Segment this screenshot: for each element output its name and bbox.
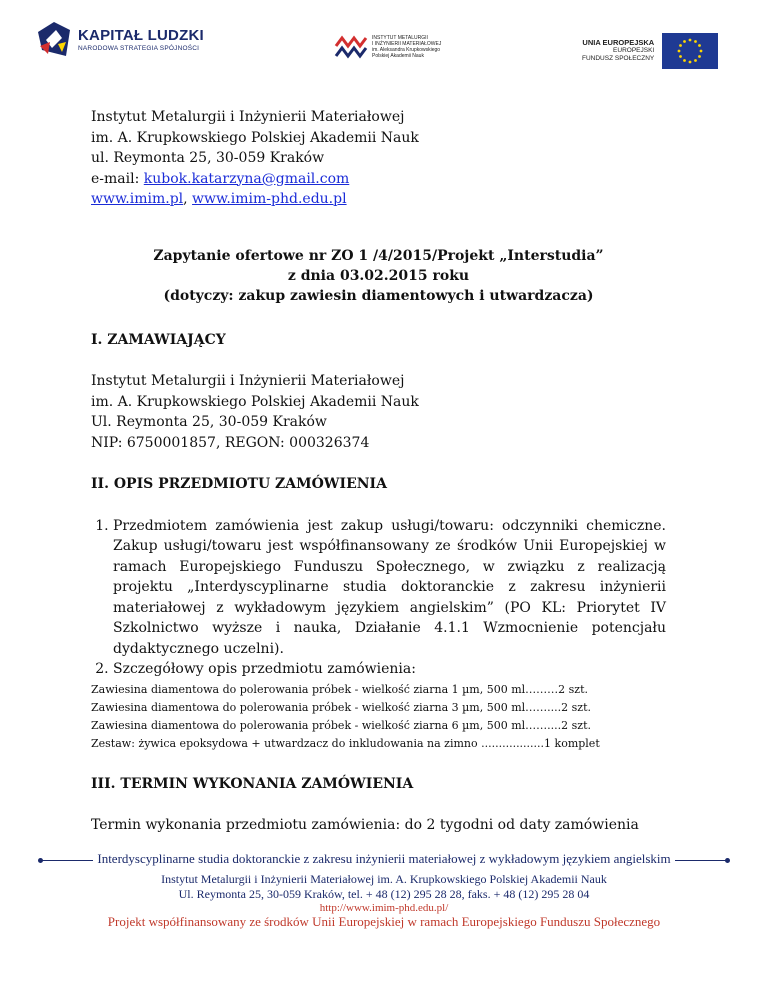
footer-dot <box>725 858 730 863</box>
www-line <box>91 189 666 210</box>
kapital-ludzki-logo <box>36 20 204 58</box>
document-body <box>91 107 666 836</box>
ordering-line-3: Ul. Reymonta 25, 30-059 Kraków <box>91 414 327 430</box>
eu-flag-icon <box>662 33 718 69</box>
ordering-line-4: NIP: 6750001857, REGON: 000326374 <box>91 434 370 451</box>
title-line-2: z dnia 03.02.2015 roku <box>287 267 470 284</box>
imim-line-1: INSTYTUT METALURGII <box>372 35 428 41</box>
footer-dot <box>38 858 43 863</box>
list-item: 2. Szczegółowy opis przedmiotu zamówienia: <box>113 659 666 680</box>
imim-line-2: I INŻYNIERII MATERIAŁOWEJ <box>372 41 442 47</box>
kapital-ludzki-emblem-icon <box>36 20 72 58</box>
list-item: 1. Przedmiotem zamówienia jest zakup usługi/towaru: odczynniki chemiczne. Zakup usługi/towaru jest współfinansowany ze środków Unii Europejskiej w ramach Europejskiego Funduszu Społecznego, w związku z realizacją projektu „Interdyscyplinarne studia doktoranckie z zakresu inżynierii materiałowej z wykładowym językiem angielskim” (PO KL: Priorytet IV Szkolnictwo wyższe i nauka, Działanie 4.1.1 Wzmocnienie potencjału dydaktycznego uczelni). <box>113 516 666 660</box>
imim-line-3: im. Aleksandra Krupkowskiego <box>372 47 441 53</box>
kl-title: KAPITAŁ LUDZKI <box>78 26 204 44</box>
imim-line-4: Polskiej Akademii Nauk <box>372 53 424 59</box>
section-3-heading: III. TERMIN WYKONANIA ZAMÓWIENIA <box>91 775 414 792</box>
ordering-line-2: im. A. Krupkowskiego Polskiej Akademii Nauk <box>91 393 419 410</box>
email-label: e-mail: <box>91 170 144 187</box>
detail-line: Zestaw: żywica epoksydowa + utwardzacz do inkludowania na zimno ..................1 komplet <box>91 736 600 750</box>
footer-cofinanced: Projekt współfinansowany ze środków Unii Europejskiej w ramach Europejskiego Funduszu Społecznego <box>107 914 661 929</box>
www-separator: , <box>183 191 193 207</box>
title-line-1: Zapytanie ofertowe nr ZO 1 /4/2015/Projekt „Interstudia” <box>153 247 604 264</box>
detail-line: Zawiesina diamentowa do polerowania próbek - wielkość ziarna 3 µm, 500 ml……....2 szt. <box>91 700 591 714</box>
deadline-text: Termin wykonania przedmiotu zamówienia: do 2 tygodni od daty zamówienia <box>91 817 639 833</box>
ordering-line-1: Instytut Metalurgii i Inżynierii Materiałowej <box>91 373 405 389</box>
item-details <box>91 681 666 753</box>
email-line <box>91 169 666 190</box>
detail-line: Zawiesina diamentowa do polerowania próbek - wielkość ziarna 6 µm, 500 ml……....2 szt. <box>91 718 591 732</box>
imim-logo <box>334 34 441 60</box>
address-line-1: Instytut Metalurgii i Inżynierii Materiałowej <box>91 109 405 125</box>
section-1-heading: I. ZAMAWIAJĄCY <box>91 331 226 348</box>
footer-institute: Instytut Metalurgii i Inżynierii Materiałowej im. A. Krupkowskiego Polskiej Akademii Nauk <box>161 872 607 886</box>
footer-project-name: Interdyscyplinarne studia doktoranckie z zakresu inżynierii materiałowej z wykładowym językiem angielskim <box>93 851 674 866</box>
www-imim-link[interactable]: www.imim.pl <box>91 191 184 207</box>
ordering-party <box>91 371 666 453</box>
address-line-3: ul. Reymonta 25, 30-059 Kraków <box>91 150 325 166</box>
address-line-2: im. A. Krupkowskiego Polskiej Akademii Nauk <box>91 129 419 146</box>
kl-subtitle: NARODOWA STRATEGIA SPÓJNOŚCI <box>78 44 200 52</box>
eu-line-3: FUNDUSZ SPOŁECZNY <box>582 55 655 62</box>
eu-logo <box>582 33 718 69</box>
sender-address <box>91 107 666 210</box>
footer-url: http://www.imim-phd.edu.pl/ <box>319 902 449 914</box>
eu-line-2: EUROPEJSKI <box>613 47 655 54</box>
footer-project-line <box>0 850 768 872</box>
title-line-3: (dotyczy: zakup zawiesin diamentowych i utwardzacza) <box>163 287 594 304</box>
email-link[interactable]: kubok.katarzyna@gmail.com <box>143 170 350 187</box>
page-footer <box>0 850 768 930</box>
detail-line: Zawiesina diamentowa do polerowania próbek - wielkość ziarna 1 µm, 500 ml………2 szt. <box>91 682 588 696</box>
document-title <box>91 246 666 306</box>
order-description-list <box>91 516 666 680</box>
www-imim-phd-link[interactable]: www.imim-phd.edu.pl <box>192 191 347 207</box>
eu-title: UNIA EUROPEJSKA <box>582 38 655 47</box>
section-2-heading: II. OPIS PRZEDMIOTU ZAMÓWIENIA <box>91 476 387 492</box>
footer-contact: Ul. Reymonta 25, 30-059 Kraków, tel. + 48 (12) 295 28 28, faks. + 48 (12) 295 28 04 <box>178 887 590 901</box>
imim-emblem-icon <box>334 34 368 60</box>
